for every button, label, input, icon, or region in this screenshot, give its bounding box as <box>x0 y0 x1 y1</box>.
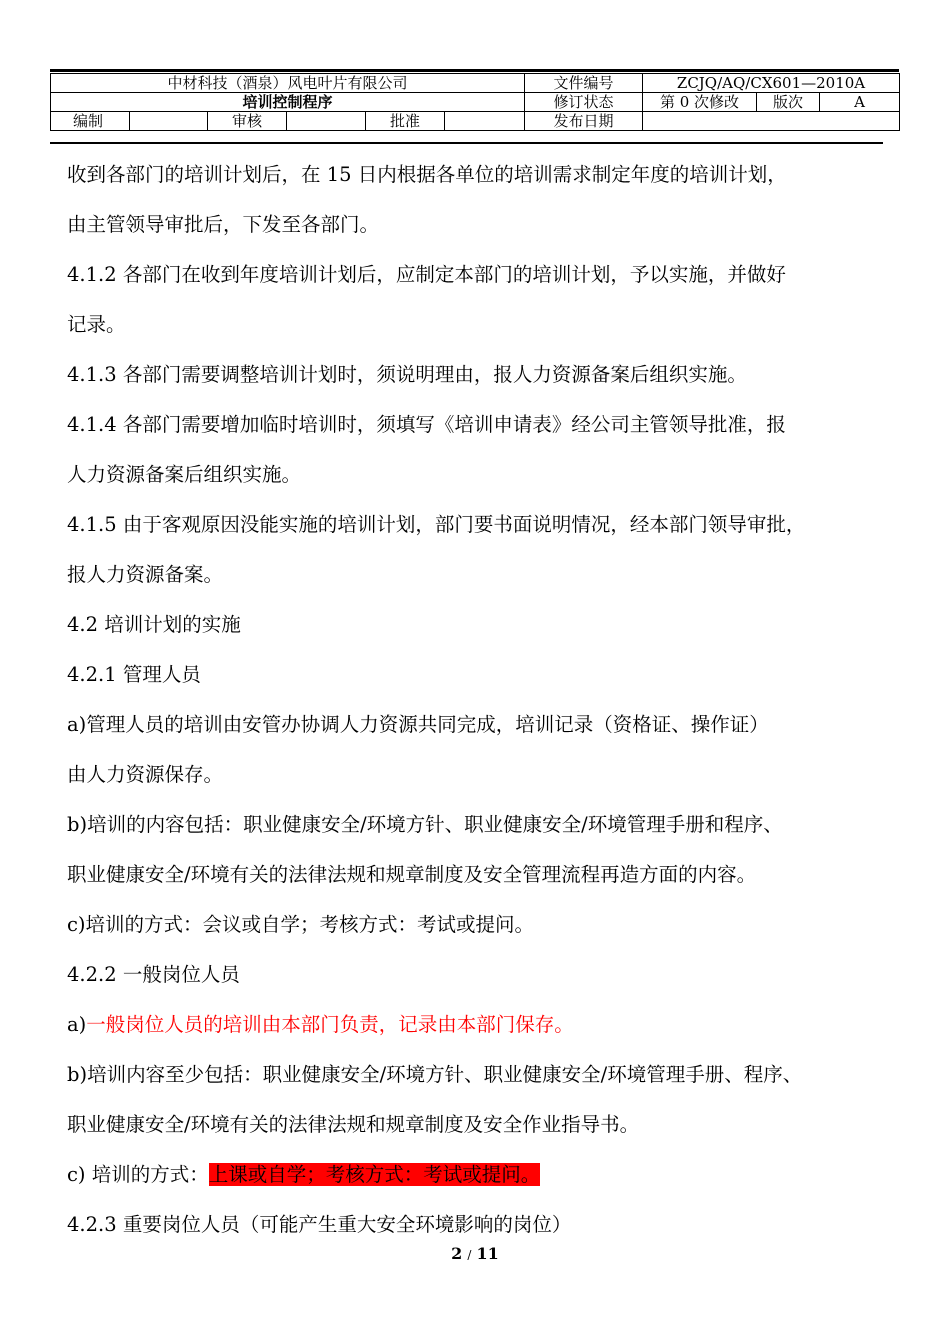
edition-value: A <box>820 93 900 112</box>
body-line: 收到各部门的培训计划后，在 15 日内根据各单位的培训需求制定年度的培训计划， <box>67 163 787 186</box>
body-line: 4.1.2 各部门在收到年度培训计划后，应制定本部门的培训计划，予以实施，并做好 <box>67 263 786 286</box>
approved-value <box>445 112 525 131</box>
body-line: 记录。 <box>67 313 126 336</box>
prepared-value <box>130 112 208 131</box>
line-prefix: a) <box>67 1013 87 1036</box>
body-line: 4.1.4 各部门需要增加临时培训时，须填写《培训申请表》经公司主管领导批准，报 <box>67 413 786 436</box>
document-body <box>67 150 897 1250</box>
issue-date-label: 发布日期 <box>525 112 643 131</box>
highlighted-text: 上课或自学；考核方式：考试或提问。 <box>208 1163 541 1186</box>
prepared-label: 编制 <box>51 112 130 131</box>
revision-label: 修订状态 <box>525 93 643 112</box>
approved-label: 批准 <box>366 112 445 131</box>
issue-date-value <box>643 112 900 131</box>
doc-no-label: 文件编号 <box>525 74 643 93</box>
body-line: 职业健康安全/环境有关的法律法规和规章制度及安全管理流程再造方面的内容。 <box>67 863 757 886</box>
body-line: 4.1.5 由于客观原因没能实施的培训计划，部门要书面说明情况，经本部门领导审批， <box>67 513 806 536</box>
line-prefix: c) 培训的方式： <box>67 1163 209 1186</box>
document-title: 培训控制程序 <box>51 93 525 112</box>
subsection-heading: 4.2.1 管理人员 <box>67 663 201 686</box>
page-number <box>0 1244 950 1263</box>
company-name: 中材科技（酒泉）风电叶片有限公司 <box>51 74 525 93</box>
doc-no: ZCJQ/AQ/CX601—2010A <box>643 74 900 93</box>
body-line: b)培训的内容包括：职业健康安全/环境方针、职业健康安全/环境管理手册和程序、 <box>67 813 783 836</box>
body-line: 由主管领导审批后，下发至各部门。 <box>67 213 380 236</box>
reviewed-value <box>287 112 366 131</box>
header-row-3 <box>51 112 900 131</box>
current-page: 2 <box>451 1244 463 1263</box>
body-line: 报人力资源备案。 <box>67 563 224 586</box>
body-line: 4.1.3 各部门需要调整培训计划时，须说明理由，报人力资源备案后组织实施。 <box>67 363 747 386</box>
total-pages: 11 <box>476 1244 499 1263</box>
page-separator: / <box>467 1248 472 1262</box>
body-line-highlight <box>67 1150 897 1200</box>
body-line: 人力资源备案后组织实施。 <box>67 463 302 486</box>
reviewed-label: 审核 <box>208 112 287 131</box>
body-line: b)培训内容至少包括：职业健康安全/环境方针、职业健康安全/环境管理手册、程序、 <box>67 1063 803 1086</box>
body-line: 职业健康安全/环境有关的法律法规和规章制度及安全作业指导书。 <box>67 1113 640 1136</box>
subsection-heading: 4.2.2 一般岗位人员 <box>67 963 240 986</box>
subsection-heading: 4.2.3 重要岗位人员（可能产生重大安全环境影响的岗位） <box>67 1213 572 1236</box>
document-header-table <box>50 73 900 131</box>
red-text: 一般岗位人员的培训由本部门负责，记录由本部门保存。 <box>86 1013 574 1036</box>
revision-value: 第 0 次修改 <box>643 93 757 112</box>
header-row-2 <box>51 93 900 112</box>
edition-label: 版次 <box>757 93 820 112</box>
section-heading: 4.2 培训计划的实施 <box>67 613 241 636</box>
header-top-rule <box>50 69 899 72</box>
body-line: 由人力资源保存。 <box>67 763 224 786</box>
header-row-1 <box>51 74 900 93</box>
body-line: c)培训的方式：会议或自学；考核方式：考试或提问。 <box>67 913 535 936</box>
header-bottom-rule <box>50 142 883 144</box>
body-line: a)管理人员的培训由安管办协调人力资源共同完成，培训记录（资格证、操作证） <box>67 713 769 736</box>
body-line-red <box>67 1000 897 1050</box>
